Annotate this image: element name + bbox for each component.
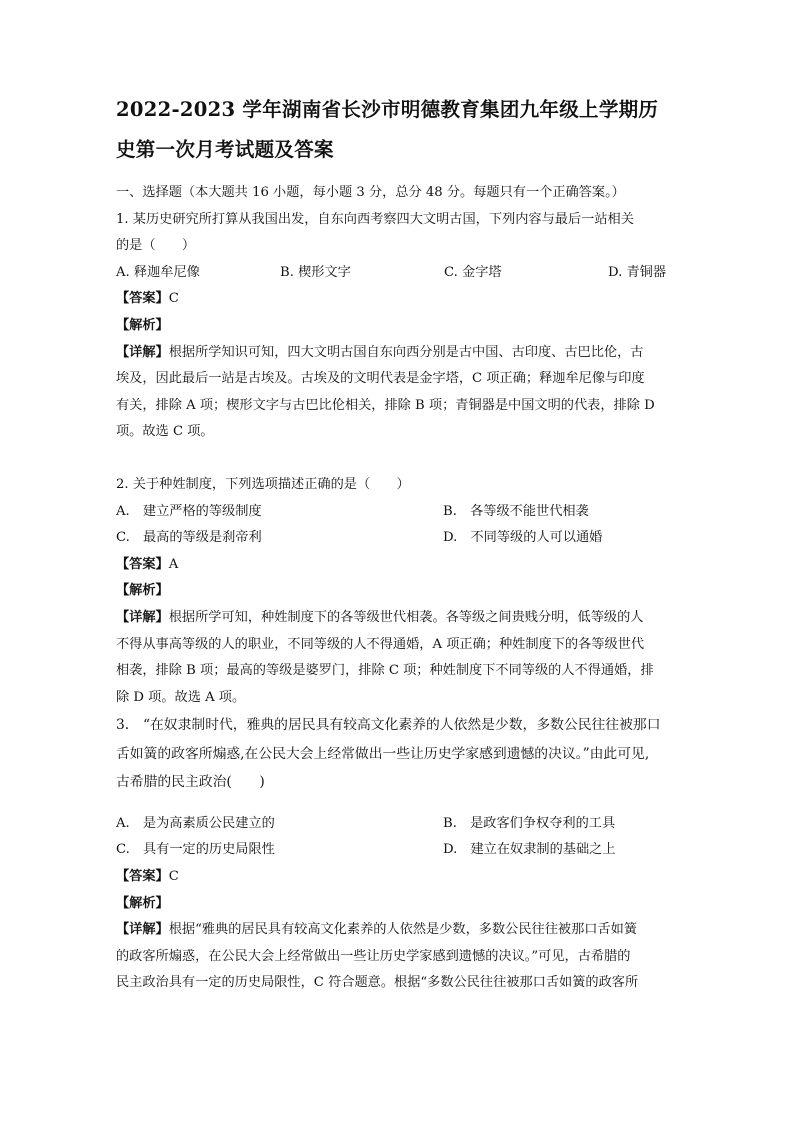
document-title-line-1: 2022-2023 学年湖南省长沙市明德教育集团九年级上学期历 xyxy=(116,98,659,121)
question-options xyxy=(116,260,684,287)
answer-line xyxy=(116,552,684,579)
answer-value: C xyxy=(168,868,179,884)
question-stem-line: 古希腊的民主政治( ) xyxy=(116,774,265,791)
answer-label: 【答案】 xyxy=(116,291,169,307)
answer-line xyxy=(116,864,684,891)
detail-line: 相袭，排除 B 项；最高的等级是婆罗门，排除 C 项；种姓制度下不同等级的人不得通婚，排 xyxy=(116,663,654,679)
spacer xyxy=(116,797,684,811)
spacer xyxy=(116,446,684,472)
question-stem-line: 3. “在奴隶制时代，雅典的居民具有较高文化素养的人依然是少数，多数公民往往被那口 xyxy=(116,717,661,734)
option-c: C. 最高的等级是刹帝利 xyxy=(116,530,262,546)
question-1 xyxy=(116,207,684,446)
question-options xyxy=(116,525,684,552)
question-stem-line: 2. 关于种姓制度，下列选项描述正确的是（ ） xyxy=(116,476,410,492)
option-b: B. 是政客们争权夺利的工具 xyxy=(443,815,616,831)
option-d: D. 建立在奴隶制的基础之上 xyxy=(443,842,616,858)
detail-line: 埃及，因此最后一站是古埃及。古埃及的文明代表是金字塔，C 项正确；释迦牟尼像与印度 xyxy=(116,371,645,387)
question-options xyxy=(116,837,684,864)
analysis-label: 【解析】 xyxy=(116,583,169,599)
option-d: D. 青铜器 xyxy=(608,264,667,280)
detail-line: 有关，排除 A 项；楔形文字与古巴比伦相关，排除 B 项；青铜器是中国文明的代表，排除 D xyxy=(116,397,655,413)
detail-line: 民主政治具有一定的历史局限性，C 符合题意。根据“多数公民往往被那口舌如簧的政客所 xyxy=(116,975,639,991)
detail-label: 【详解】 xyxy=(116,609,169,625)
answer-value: C xyxy=(168,291,179,307)
option-b: B. 楔形文字 xyxy=(280,264,351,280)
detail-line: 除 D 项。故选 A 项。 xyxy=(116,689,246,705)
analysis-label: 【解析】 xyxy=(116,317,169,333)
document-page xyxy=(116,90,684,997)
option-a: A. 建立严格的等级制度 xyxy=(116,503,262,519)
detail-line xyxy=(116,340,684,367)
answer-value: A xyxy=(168,556,179,572)
option-c: C. 具有一定的历史局限性 xyxy=(116,842,275,858)
detail-line: 的政客所煽惑，在公民大会上经常做出一些让历史学家感到遗憾的决议。”可见，古希腊的 xyxy=(116,948,631,964)
detail-label: 【详解】 xyxy=(116,922,169,938)
question-2 xyxy=(116,472,684,711)
option-b: B. 各等级不能世代相袭 xyxy=(443,503,589,519)
question-stem-line: 舌如簧的政客所煽惑,在公民大会上经常做出一些让历史学家感到遗憾的决议。”由此可见, xyxy=(116,745,650,762)
detail-line: 不得从事高等级的人的职业，不同等级的人不得通婚，A 项正确；种姓制度下的各等级世代 xyxy=(116,636,645,652)
option-c: C. 金字塔 xyxy=(444,264,502,280)
document-title-line-2: 史第一次月考试题及答案 xyxy=(116,138,334,161)
detail-line xyxy=(116,917,684,944)
detail-line: 项。故选 C 项。 xyxy=(116,424,214,440)
question-stem-line: 1. 某历史研究所打算从我国出发，自东向西考察四大文明古国，下列内容与最后一站相关 xyxy=(116,211,634,227)
question-stem-line: 的是（ ） xyxy=(116,238,196,254)
answer-line xyxy=(116,286,684,313)
section-header: 一、选择题（本大题共 16 小题，每小题 3 分，总分 48 分。每题只有一个正确答案。） xyxy=(116,185,625,200)
detail-label: 【详解】 xyxy=(116,344,169,360)
option-d: D. 不同等级的人可以通婚 xyxy=(443,530,603,546)
option-a: A. 是为高素质公民建立的 xyxy=(116,815,275,831)
detail-line xyxy=(116,605,684,632)
answer-label: 【答案】 xyxy=(116,556,169,572)
detail-text: 根据所学知识可知，四大文明古国自东向西分别是古中国、古印度、古巴比伦，古 xyxy=(168,344,644,360)
answer-label: 【答案】 xyxy=(116,868,169,884)
analysis-label: 【解析】 xyxy=(116,895,169,911)
question-3 xyxy=(116,711,684,997)
detail-text: 根据所学可知，种姓制度下的各等级世代相袭。各等级之间贵贱分明，低等级的人 xyxy=(168,609,644,625)
option-a: A. 释迦牟尼像 xyxy=(116,264,200,280)
detail-text: 根据“雅典的居民具有较高文化素养的人依然是少数，多数公民往往被那口舌如簧 xyxy=(168,922,638,938)
question-options xyxy=(116,499,684,526)
question-options xyxy=(116,811,684,838)
